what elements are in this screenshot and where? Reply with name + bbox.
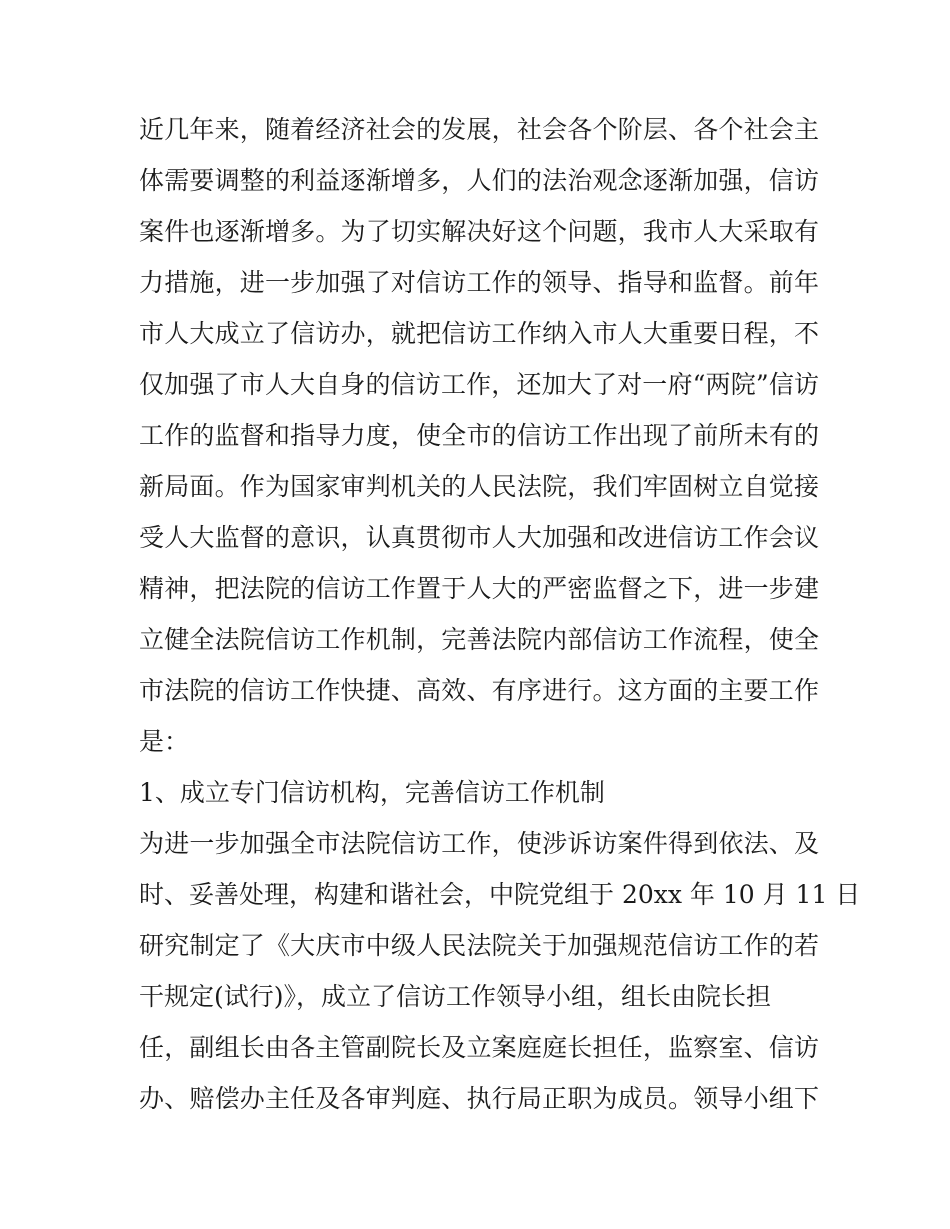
text-line-15: 为进一步加强全市法院信访工作，使涉诉访案件得到依法、及 [139,829,819,858]
text-line-3: 案件也逐渐增多。为了切实解决好这个问题，我市人大采取有 [139,217,819,246]
text-line-16: 时、妥善处理，构建和谐社会，中院党组于 20xx 年 10 月 11 日 [139,880,861,909]
section-heading: 1、成立专门信访机构，完善信访工作机制 [139,778,605,807]
text-line-9: 受人大监督的意识，认真贯彻市人大加强和改进信访工作会议 [139,523,819,552]
text-line-4: 力措施，进一步加强了对信访工作的领导、指导和监督。前年 [139,268,819,297]
text-line-19: 任，副组长由各主管副院长及立案庭庭长担任，监察室、信访 [139,1033,819,1062]
text-line-8: 新局面。作为国家审判机关的人民法院，我们牢固树立自觉接 [139,472,819,501]
text-line-1: 近几年来，随着经济社会的发展，社会各个阶层、各个社会主 [139,115,819,144]
text-line-10: 精神，把法院的信访工作置于人大的严密监督之下，进一步建 [139,574,819,603]
text-line-2: 体需要调整的利益逐渐增多，人们的法治观念逐渐加强，信访 [139,166,819,195]
text-line-6: 仅加强了市人大自身的信访工作，还加大了对一府“两院”信访 [139,370,819,399]
text-line-11: 立健全法院信访工作机制，完善法院内部信访工作流程，使全 [139,625,819,654]
text-line-12: 市法院的信访工作快捷、高效、有序进行。这方面的主要工作 [139,676,819,705]
body-text [139,104,861,1124]
text-line-20: 办、赔偿办主任及各审判庭、执行局正职为成员。领导小组下 [139,1084,819,1113]
text-line-7: 工作的监督和指导力度，使全市的信访工作出现了前所未有的 [139,421,819,450]
text-line-17: 研究制定了《大庆市中级人民法院关于加强规范信访工作的若 [139,931,819,960]
text-line-5: 市人大成立了信访办，就把信访工作纳入市人大重要日程，不 [139,319,819,348]
text-line-18: 干规定(试行)》，成立了信访工作领导小组，组长由院长担 [139,982,772,1011]
text-line-13: 是： [139,727,190,756]
